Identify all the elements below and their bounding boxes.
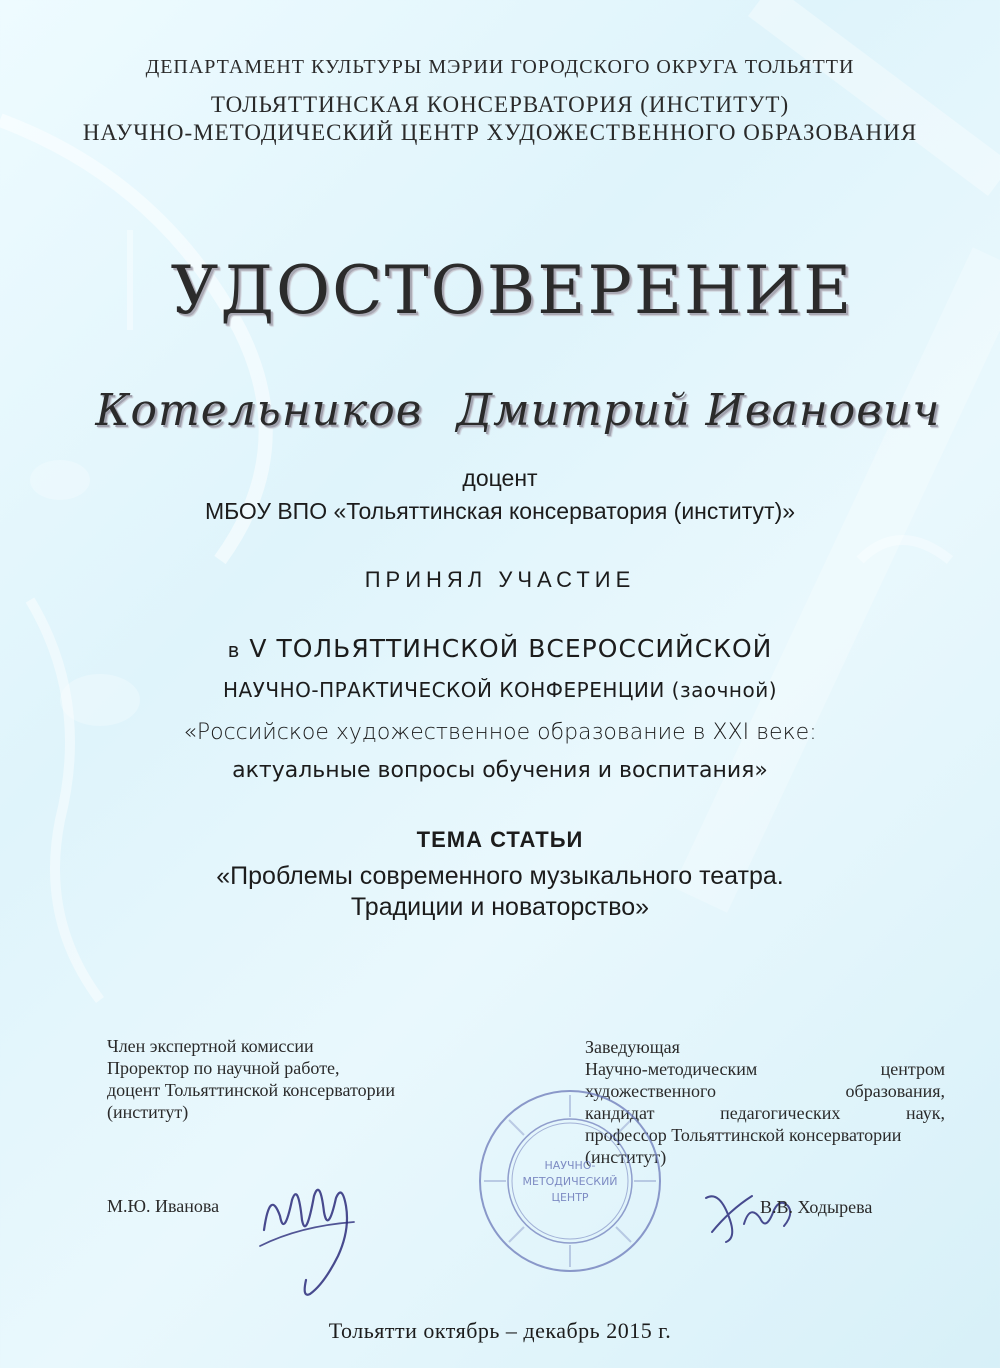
topic-line-1: «Проблемы современного музыкального театра. [216,862,784,890]
left-signatory-block [107,1035,395,1123]
right-signatory-line: Заведующая [585,1037,680,1057]
official-stamp [476,1087,664,1275]
center-heading: НАУЧНО-МЕТОДИЧЕСКИЙ ЦЕНТР ХУДОЖЕСТВЕННОГО ОБРАЗОВАНИЯ [82,120,918,145]
conference-line-3: «Российское художественное образование в XXI веке: [183,720,817,745]
conference-line-2: НАУЧНО-ПРАКТИЧЕСКОЙ КОНФЕРЕНЦИИ (заочной) [222,678,778,702]
recipient-surname: Котельников [95,385,423,436]
conference-prefix: в [227,638,241,662]
stamp-center-line-2: МЕТОДИЧЕСКИЙ [522,1175,618,1188]
left-signatory-line: доцент Тольяттинской консерватории [107,1080,395,1100]
topic-heading: ТЕМА СТАТЬИ [416,827,584,852]
right-signatory-line: кандидат педагогических наук, [585,1103,945,1123]
left-signatory-line: Проректор по научной работе, [107,1058,340,1078]
right-signatory-line: профессор Тольяттинской консерватории [585,1125,902,1145]
recipient-position: доцент [462,465,538,491]
department-heading: ДЕПАРТАМЕНТ КУЛЬТУРЫ МЭРИИ ГОРОДСКОГО ОКРУГА ТОЛЬЯТТИ [145,56,855,78]
right-signatory-name: В.В. Ходырева [760,1197,873,1217]
signature-left [250,1160,370,1300]
left-signatory-line: Член экспертной комиссии [107,1036,314,1056]
left-signatory-line: (институт) [107,1102,189,1122]
document-title: УДОСТОВЕРЕНИЕ [170,252,854,329]
right-signatory-line: художественного образования, [585,1081,945,1101]
stamp-center-line-3: ЦЕНТР [551,1191,589,1204]
recipient-organization: МБОУ ВПО «Тольяттинская консерватория (институт)» [204,498,796,524]
participated-label: ПРИНЯЛ УЧАСТИЕ [364,567,636,592]
right-signatory-line: Научно-методическим центром [585,1059,945,1079]
recipient-name [18,385,1000,436]
conference-line-4: актуальные вопросы обучения и воспитания» [232,758,768,783]
conservatory-heading: ТОЛЬЯТТИНСКАЯ КОНСЕРВАТОРИЯ (ИНСТИТУТ) [210,92,790,117]
recipient-given-names: Дмитрий Иванович [456,385,941,436]
left-signatory-name: М.Ю. Иванова [107,1196,220,1216]
conference-line-1 [0,634,1000,663]
footer-place-date: Тольятти октябрь – декабрь 2015 г. [328,1318,672,1343]
right-signatory-line: (институт) [585,1147,667,1167]
topic-line-2: Традиции и новаторство» [350,893,650,921]
stamp-center-line-1: НАУЧНО- [544,1159,596,1172]
conference-title-1: V ТОЛЬЯТТИНСКОЙ ВСЕРОССИЙСКОЙ [249,634,773,663]
